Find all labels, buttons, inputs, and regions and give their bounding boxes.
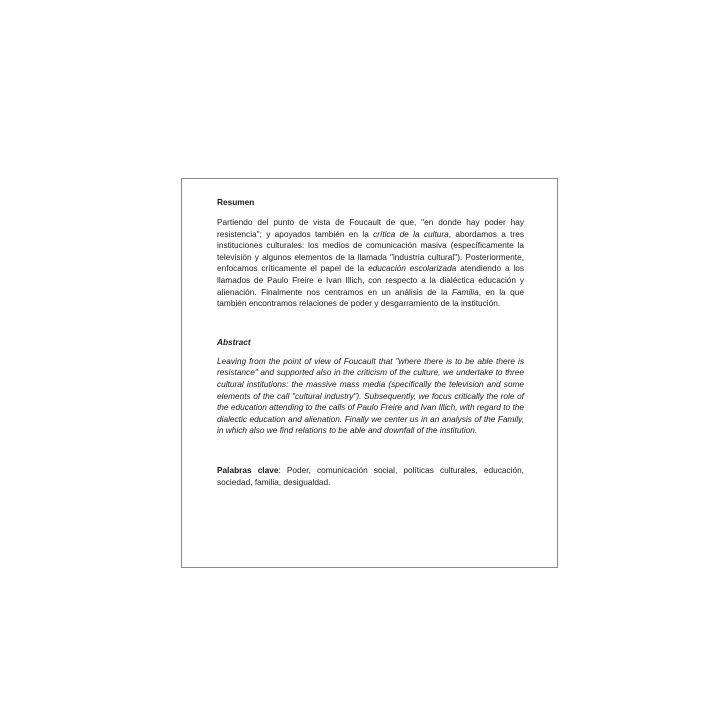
abstract-box [181,178,558,568]
keywords-text: : Poder, comunicación social, políticas culturales, educación, sociedad, familia, desigualdad. [217,464,524,487]
keywords-label: Palabras clave [217,464,279,475]
resumen-text-2: , abordamos a tres instituciones culturales: los medios de comunicación masiva (específicamente la televisión y algunos elementos de la llamada "industria cultural"). Posteriormente, enfocamos críticamente el papel de la [217,228,524,274]
resumen-text-1: Partiendo del punto de vista de Foucault de que, "en donde hay poder hay resistencia"; y apoyados también en la [217,217,524,239]
abstract-content [217,197,524,488]
resumen-body [217,217,524,310]
resumen-emphasis-3: Familia [451,286,479,297]
resumen-heading: Resumen [217,197,255,207]
resumen-text-4: , en la que también encontramos relaciones de poder y desgarramiento de la institución. [217,286,524,309]
resumen-emphasis-1: crítica de la cultura [373,228,449,239]
abstract-heading: Abstract [217,336,251,347]
abstract-body: Leaving from the point of view of Foucault that "where there is to be able there is resistance" and supported also in the criticism of the culture, we undertake to three cultural institutions: the massive mass media (specifically the television and some elements of the call "cultural industry"). Subsequently, we focus critically the role of the education attending to the calls of Paulo Freire and Ivan Illich, with regard to the dialectic education and alienation. Finally we center us in an analysis of the Family, in which also we find relations to be able and downfall of the institution. [217,355,524,436]
resumen-emphasis-2: educación escolarizada [368,263,457,274]
keywords-paragraph [217,465,524,488]
resumen-text-3: atendiendo a los llamados de Paulo Freire e Ivan Illich, con respecto a la dialéctica educación y alienación. Finalmente nos centramos en un análisis de la [217,263,524,297]
